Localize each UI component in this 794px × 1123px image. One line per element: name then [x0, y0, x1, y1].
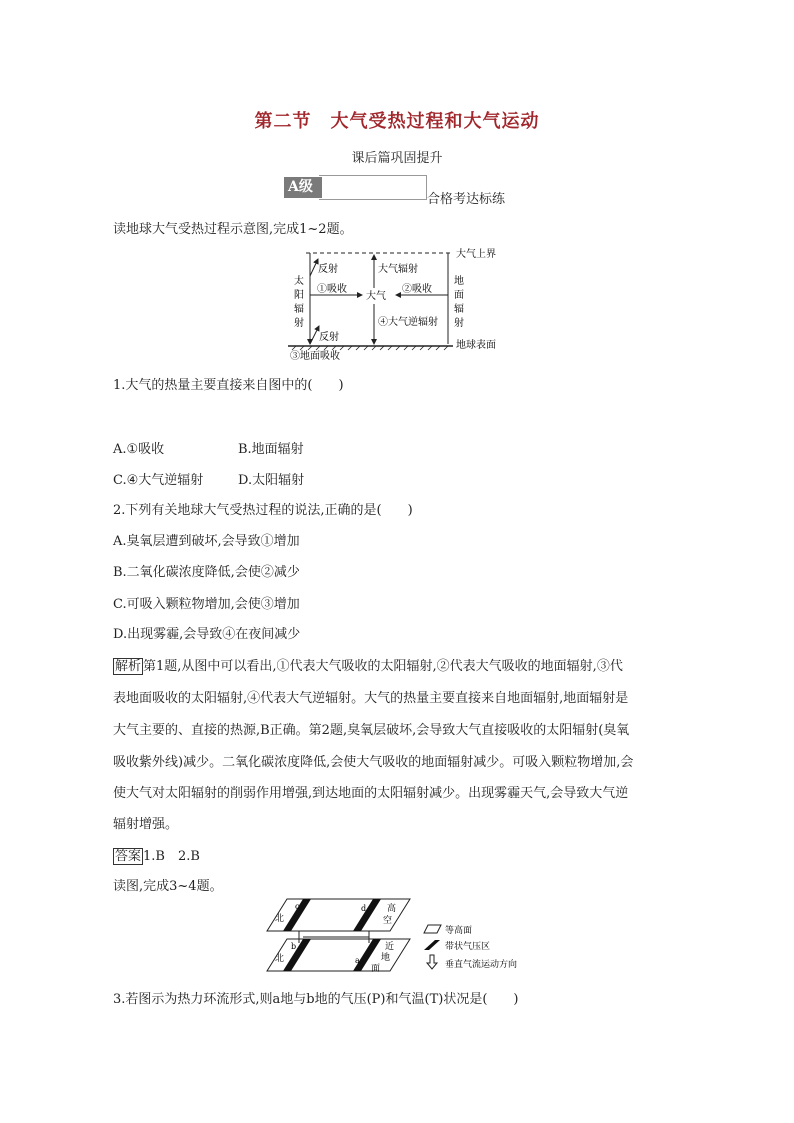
- intro-question-1-2: 读地球大气受热过程示意图,完成1~2题。: [113, 222, 353, 237]
- ground-char-1: 地: [454, 276, 464, 287]
- page-subtitle: 课后篇巩固提升: [351, 151, 443, 166]
- absorb2: ②吸收: [402, 284, 432, 295]
- level-label: 合格考达标练: [427, 192, 506, 207]
- atm-radiation: 大气辐射: [378, 264, 418, 275]
- figure-thermal-circulation: [265, 897, 535, 977]
- q2-option-a: A.臭氧层遭到破坏,会导致①增加: [113, 534, 300, 549]
- q1-option-d: D.太阳辐射: [238, 473, 305, 488]
- north-bottom: 北: [275, 954, 285, 964]
- level-box: [319, 175, 427, 200]
- solar-char-4: 射: [294, 318, 304, 329]
- analysis-line-4: 吸收紫外线)减少。二氧化碳浓度降低,会使大气吸收的地面辐射减少。可吸入颗粒物增加,会: [113, 755, 634, 770]
- counter-radiation: ④大气逆辐射: [378, 317, 438, 328]
- ground-char-4: 射: [454, 318, 464, 329]
- near-2: 地: [381, 953, 391, 963]
- top-label: 大气上界: [456, 249, 496, 260]
- page-title: 第二节 大气受热过程和大气运动: [254, 111, 540, 132]
- figure-atmosphere-heating: [288, 242, 513, 360]
- q2-stem: 2.下列有关地球大气受热过程的说法,正确的是( ): [113, 503, 413, 518]
- north-top: 北: [275, 914, 285, 924]
- reflect-top: 反射: [318, 264, 338, 275]
- analysis-line-6: 辐射增强。: [113, 817, 179, 832]
- level-badge: A级: [284, 177, 322, 198]
- answer-tag: 答案: [115, 849, 142, 864]
- solar-char-2: 阳: [294, 290, 304, 301]
- legend-isobaric-symbol: [424, 925, 441, 933]
- q1-option-a: A.①吸收: [113, 442, 165, 457]
- q1-stem: 1.大气的热量主要直接来自图中的( ): [113, 378, 344, 393]
- analysis-tag: 解析: [115, 659, 142, 674]
- analysis-line-1: 解析 第1题,从图中可以看出,①代表大气吸收的太阳辐射,②代表大气吸收的地面辐射,③代: [115, 659, 623, 674]
- q2-option-d: D.出现雾霾,会导致④在夜间减少: [113, 627, 301, 642]
- reflect-bottom-arrow: [310, 326, 319, 344]
- near-1: 近: [385, 942, 395, 952]
- intro-question-3-4: 读图,完成3~4题。: [113, 879, 223, 894]
- atmosphere-label: 大气: [366, 291, 386, 302]
- reflect-top-arrow: [310, 259, 318, 276]
- label-c: c: [295, 902, 300, 911]
- label-a: a: [355, 956, 360, 965]
- ground-absorb: ③地面吸收: [290, 351, 340, 360]
- analysis-line-5: 使大气对太阳辐射的削弱作用增强,到达地面的太阳辐射减少。出现雾霾天气,会导致大气逆: [113, 786, 629, 801]
- legend-vertical-flow: 垂直气流运动方向: [445, 960, 518, 970]
- analysis-line-3: 大气主要的、直接的热源,B正确。第2题,臭氧层破坏,会导致大气直接吸收的太阳辐射(臭氧: [113, 723, 630, 738]
- q2-option-b: B.二氧化碳浓度降低,会使②减少: [113, 565, 300, 580]
- absorb1: ①吸收: [317, 284, 347, 295]
- ground-char-2: 面: [454, 290, 464, 301]
- solar-char-1: 太: [294, 276, 304, 287]
- legend-arrow-symbol: [427, 955, 437, 969]
- legend-pressure-belt: 带状气压区: [445, 942, 491, 952]
- high-2: 空: [383, 916, 393, 926]
- reflect-bottom: 反射: [319, 332, 339, 343]
- q1-option-b: B.地面辐射: [238, 442, 304, 457]
- bottom-label: 地球表面: [456, 340, 496, 351]
- q1-option-c: C.④大气逆辐射: [113, 473, 204, 488]
- near-3: 面: [371, 964, 381, 974]
- high-1: 高: [387, 904, 397, 914]
- legend-belt-symbol: [424, 940, 440, 950]
- solar-char-3: 辐: [294, 304, 304, 315]
- answer-line: 答案 1.B 2.B: [115, 849, 200, 864]
- analysis-line-2: 表地面吸收的太阳辐射,④代表大气逆辐射。大气的热量主要直接来自地面辐射,地面辐射是: [113, 691, 629, 706]
- legend-isobaric: 等高面: [445, 926, 473, 936]
- label-d: d: [361, 904, 367, 913]
- ground-char-3: 辐: [454, 304, 464, 315]
- label-b: b: [291, 942, 297, 951]
- q2-option-c: C.可吸入颗粒物增加,会使③增加: [113, 597, 300, 612]
- q3-stem: 3.若图示为热力环流形式,则a地与b地的气压(P)和气温(T)状况是( ): [113, 992, 519, 1007]
